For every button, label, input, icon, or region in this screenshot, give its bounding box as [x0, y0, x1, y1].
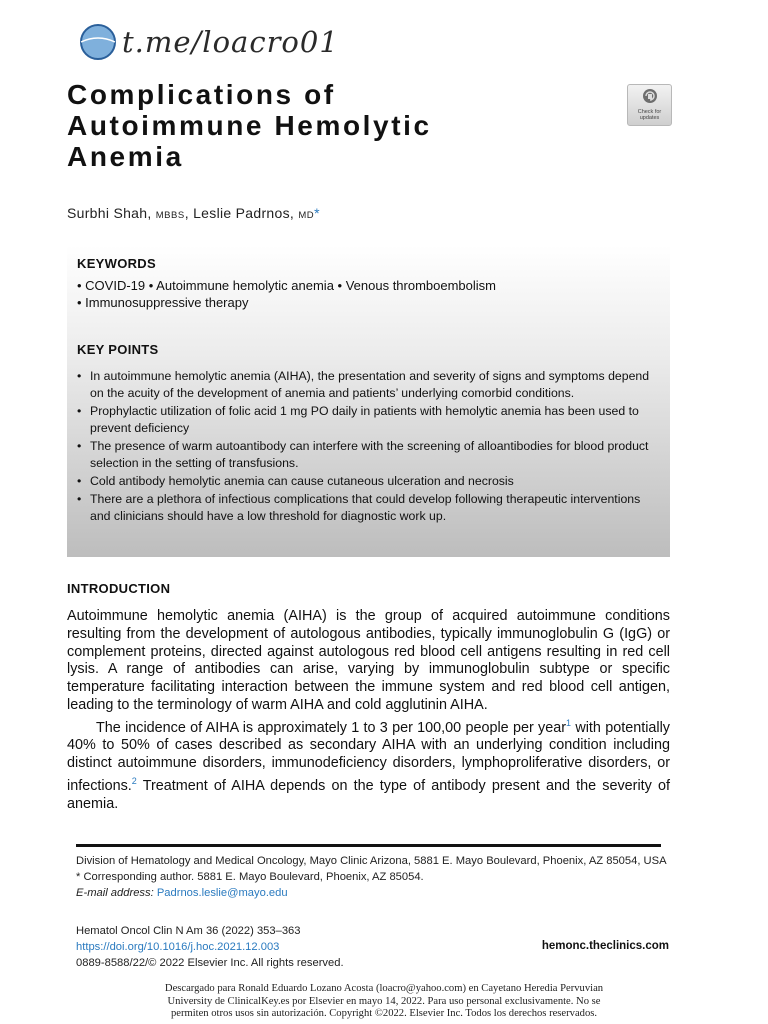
- key-point: • In autoimmune hemolytic anemia (AIHA), the presentation and severity of signs and symptoms depend on the acuity of the development of anemia and patients’ underlying comorbid conditions.: [77, 368, 662, 402]
- paragraph: Autoimmune hemolytic anemia (AIHA) is the group of acquired autoimmune conditions resulting from the development of autologous antibodies, typically immunoglobulin G (IgG) or complement proteins, directed against autologous red blood cell antigens resulting in red cell lysis. A range of antibodies can arise, varying by immunoglobulin subtype or specific temperature facilitating interaction between the immune system and red blood cell antigen, leading to the terminology of warm AIHA and cold agglutinin AIHA.: [67, 608, 670, 713]
- journal-citation: Hematol Oncol Clin N Am 36 (2022) 353–363: [76, 925, 301, 937]
- copyright: 0889-8588/22/© 2022 Elsevier Inc. All rights reserved.: [76, 956, 344, 969]
- download-notice: Descargado para Ronald Eduardo Lozano Acosta (loacro@yahoo.com) en Cayetano Heredia Pervuvian University de ClinicalKey.es por Elsevier en mayo 14, 2022. Para uso personal exclusivamente. No se permiten otros usos sin autorización. Copyright ©2022. Elsevier Inc. Todos los derechos reservados.: [164, 983, 604, 1019]
- keywords-line: • COVID-19 • Autoimmune hemolytic anemia • Venous thromboembolism: [77, 278, 497, 293]
- article-title: Complications of Autoimmune Hemolytic Anemia: [67, 79, 432, 172]
- introduction-heading: INTRODUCTION: [67, 581, 171, 596]
- email-label: E-mail address:: [76, 886, 154, 899]
- reference-link[interactable]: 1: [566, 717, 572, 728]
- key-point: • Cold antibody hemolytic anemia can cause cutaneous ulceration and necrosis: [77, 473, 662, 490]
- key-point: • There are a plethora of infectious complications that could develop following therapeutic interventions and clinicians should have a low threshold for diagnostic work up.: [77, 491, 662, 525]
- key-point: • Prophylactic utilization of folic acid 1 mg PO daily in patients with hemolytic anemia has been used to prevent deficiency: [77, 403, 662, 437]
- journal-site: hemonc.theclinics.com: [541, 940, 669, 952]
- key-point: • The presence of warm autoantibody can interfere with the screening of alloantibodies for blood product selection in the setting of transfusions.: [77, 438, 662, 472]
- corresponding-author: * Corresponding author. 5881 E. Mayo Boulevard, Phoenix, AZ 85054.: [76, 870, 424, 883]
- paragraph: The incidence of AIHA is approximately 1 to 3 per 100,00 people per year$^1$ with potentially 40% to 50% of cases described as secondary AIHA with an underlying condition including distinct autoimmune disorders, immunodeficiency disorders, lymphoproliferative disorders, or infections.$^2$ Treatment of AIHA depends on the type of antibody present and the severity of anemia.: [67, 717, 670, 812]
- watermark: [76, 22, 339, 62]
- check-for-updates-badge[interactable]: [627, 84, 672, 126]
- authors: Surbhi Shah, MBBS, Leslie Padrnos, MD*: [67, 205, 320, 221]
- introduction-body: [67, 608, 670, 813]
- watermark-text: t.me/loacro01: [122, 25, 339, 59]
- keywords-heading: KEYWORDS: [77, 256, 156, 271]
- affiliation: Division of Hematology and Medical Oncology, Mayo Clinic Arizona, 5881 E. Mayo Boulevard, Phoenix, AZ 85054, USA: [76, 855, 667, 867]
- doi-link[interactable]: https://doi.org/10.1016/j.hoc.2021.12.003: [76, 940, 280, 953]
- check-updates-icon: [642, 88, 658, 104]
- key-points-heading: KEY POINTS: [77, 342, 159, 357]
- reference-link[interactable]: 2: [131, 775, 137, 786]
- trabajo-ruido-logo: [76, 20, 120, 64]
- email-link[interactable]: Padrnos.leslie@mayo.edu: [156, 886, 288, 899]
- abstract-box: [67, 245, 670, 557]
- footnote-divider: [76, 844, 661, 847]
- corresponding-author-mark: *: [314, 205, 320, 221]
- key-points-list: [77, 368, 662, 526]
- keywords-line: • Immunosuppressive therapy: [77, 295, 249, 310]
- footnote: [76, 854, 676, 901]
- citation: [76, 924, 344, 971]
- check-updates-label: Check for updates: [637, 109, 662, 121]
